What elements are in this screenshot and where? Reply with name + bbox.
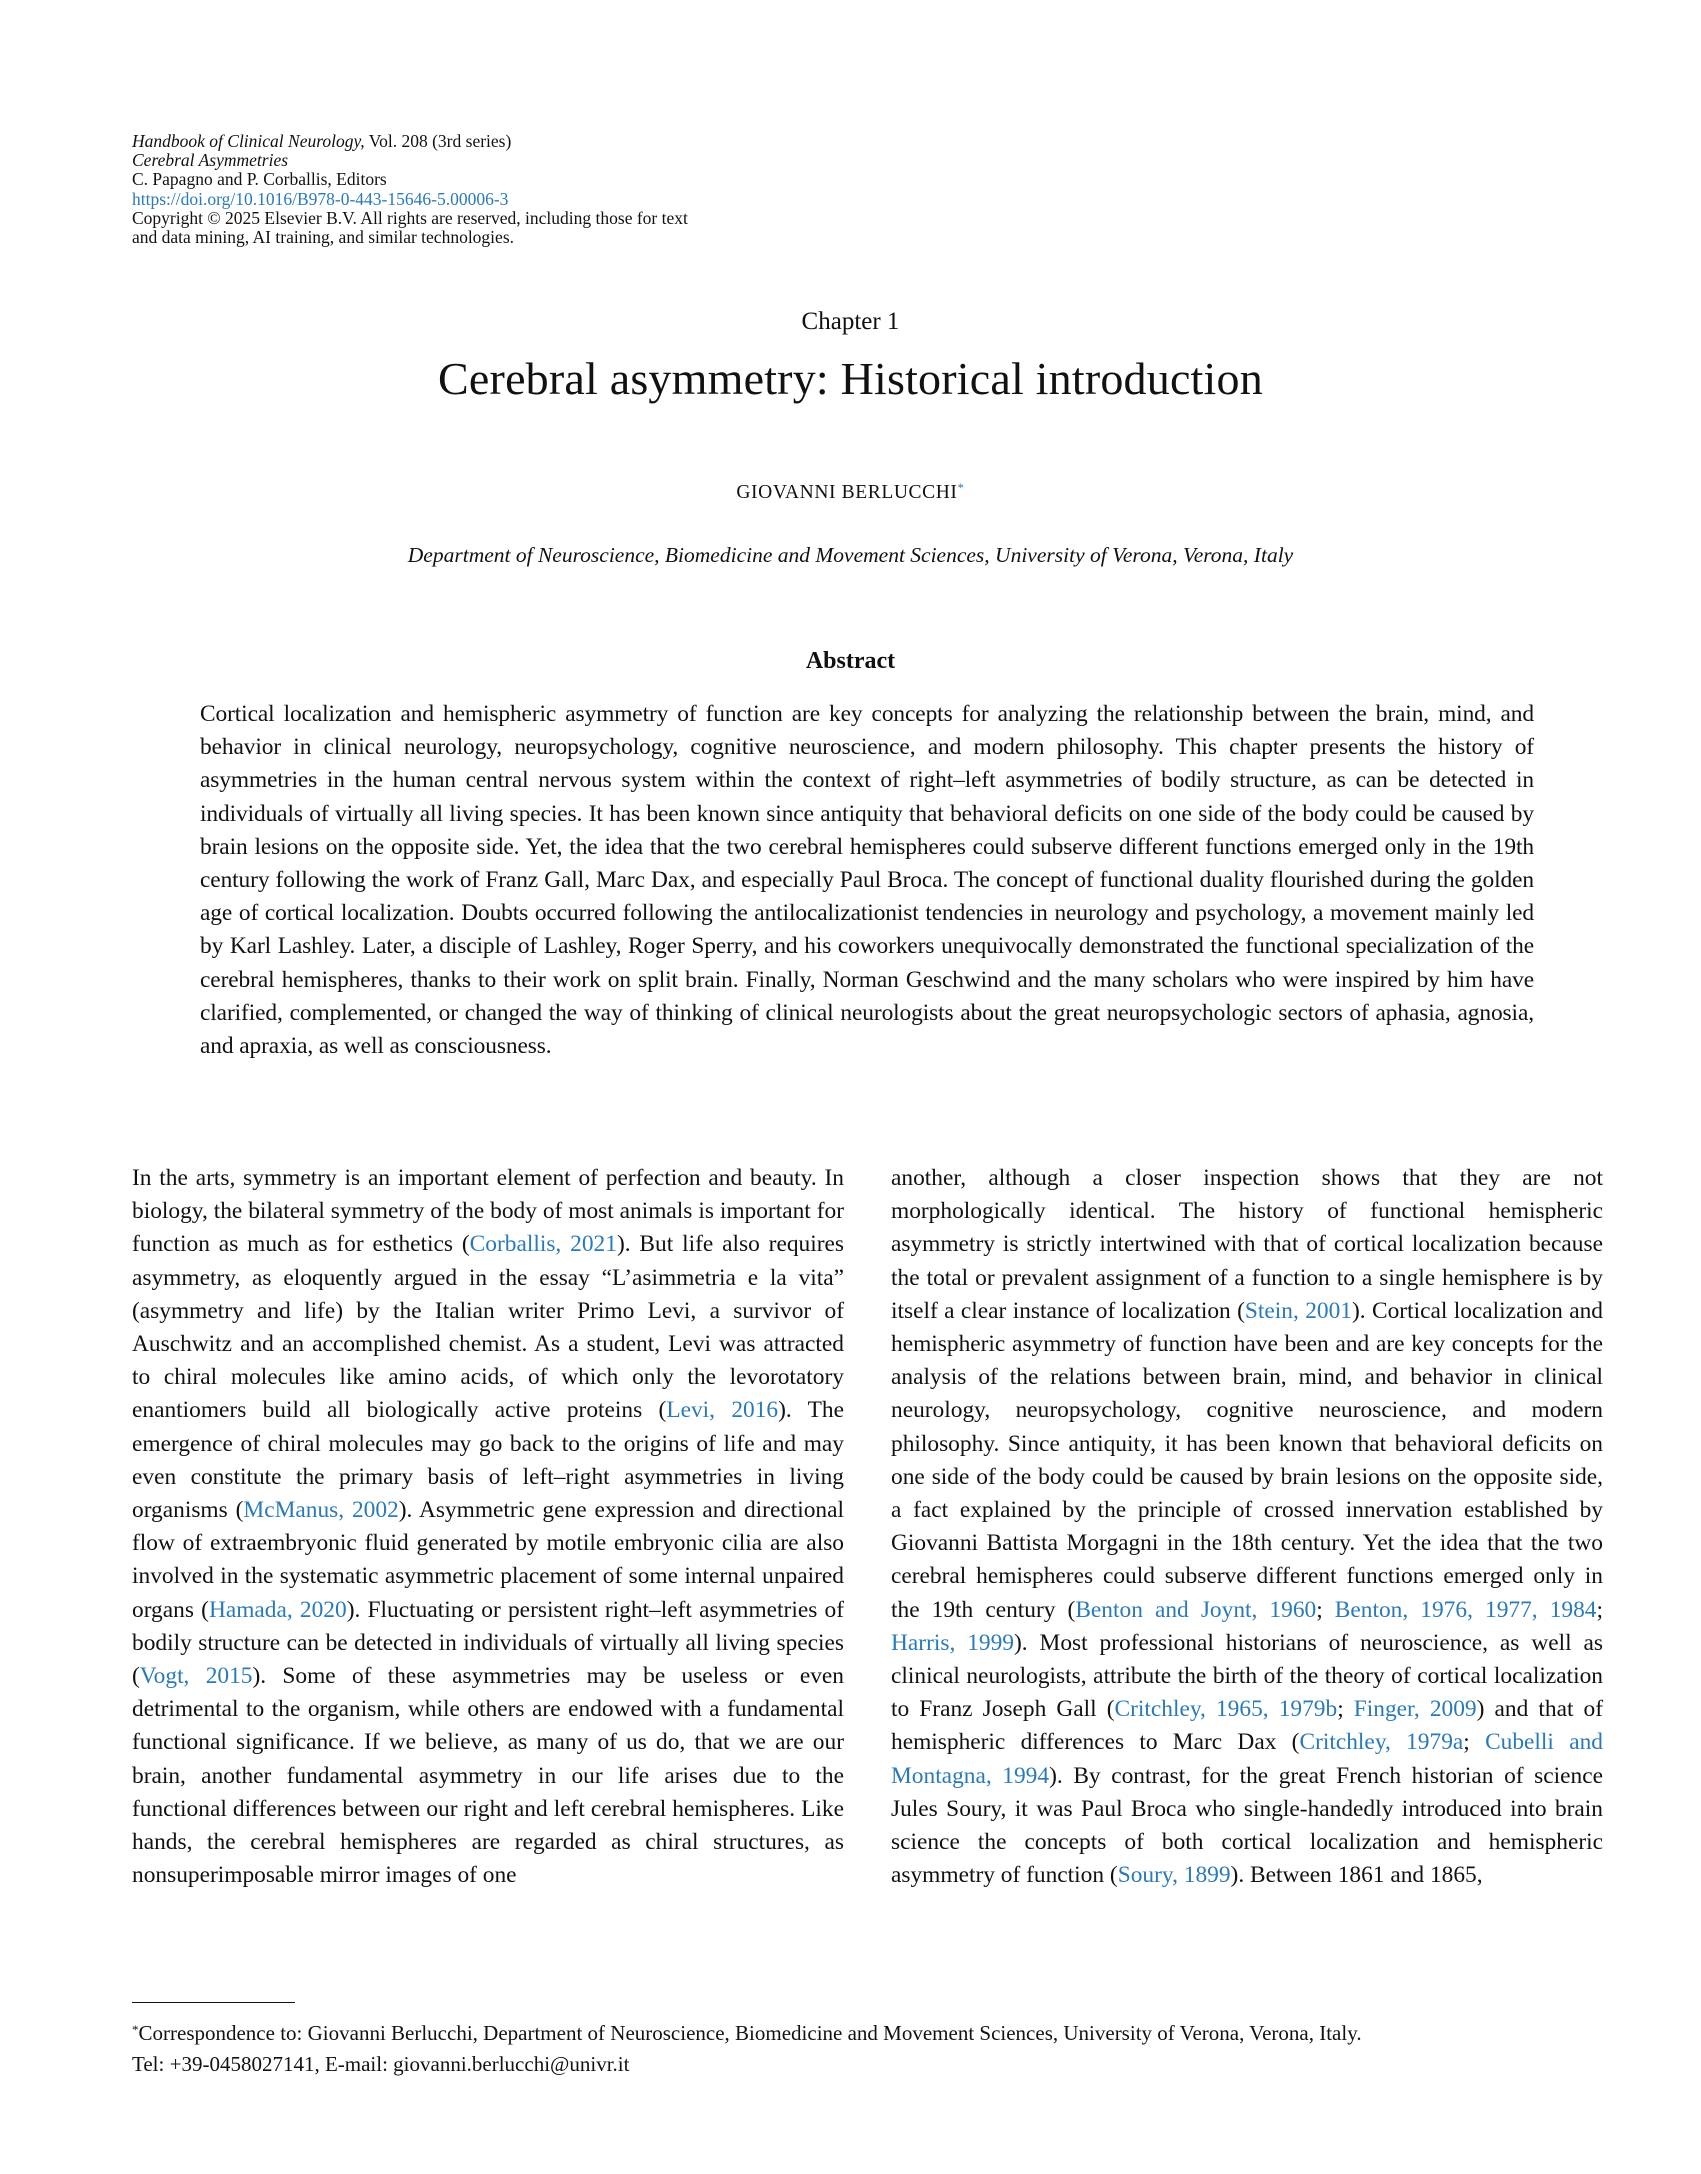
- correspondence-footnote: [132, 2014, 1602, 2080]
- body-text: ;: [1316, 1596, 1335, 1623]
- body-text: ). Most professional historians of neuroscience, as well as clinical neurologists, attribute the birth of the theory of cortical localization to Franz Joseph Gall (: [891, 1629, 1603, 1723]
- body-text: ;: [1463, 1729, 1486, 1756]
- body-text: In the arts, symmetry is an important element of perfection and beauty. In biology, the bilateral symmetry of the body of most animals is important for function as much as for esthetics (: [132, 1165, 844, 1258]
- citation-link[interactable]: Corballis, 2021: [469, 1231, 617, 1258]
- body-text: ). Some of these asymmetries may be useless or even detrimental to the organism, while others are endowed with a fundamental functional significance. If we believe, as many of us do, that we are our brain, another fundamental asymmetry in our life arises due to the functional differences between our right and left cerebral hemispheres. Like hands, the cerebral hemispheres are regarded as chiral structures, as nonsuperimposable mirror images of one: [132, 1663, 844, 1889]
- footnote-divider: [132, 2002, 295, 2003]
- abstract-heading: Abstract: [805, 648, 896, 674]
- citation-link[interactable]: Vogt, 2015: [139, 1663, 253, 1690]
- footnote-line-2: Tel: +39-0458027141, E-mail: giovanni.berlucchi@univr.it: [132, 2052, 630, 2076]
- copyright-line-2: and data mining, AI training, and similar technologies.: [132, 227, 515, 248]
- doi-link[interactable]: https://doi.org/10.1016/B978-0-443-15646-5.00006-3: [132, 188, 509, 209]
- citation-link[interactable]: Harris, 1999: [891, 1629, 1014, 1656]
- footnote-mark: *: [132, 2022, 139, 2037]
- body-text: ). Fluctuating or persistent right–left asymmetries of bodily structure can be detected in individuals of virtually all living species (: [132, 1596, 844, 1690]
- citation-link[interactable]: Critchley, 1979a: [1299, 1729, 1464, 1756]
- body-text: ). By contrast, for the great French historian of science Jules Soury, it was Paul Broca who single-handedly introduced into brain science the concepts of both cortical localization and hemispheric asymmetry of function (: [891, 1762, 1603, 1889]
- body-text: ;: [1337, 1696, 1354, 1723]
- chapter-title: Cerebral asymmetry: Historical introduction: [438, 353, 1263, 404]
- footnote-text: Correspondence to: Giovanni Berlucchi, Department of Neuroscience, Biomedicine and Movement Sciences, University of Verona, Verona, Italy.: [138, 2021, 1362, 2045]
- book-header: [132, 132, 852, 247]
- citation-link[interactable]: Critchley, 1965, 1979b: [1114, 1696, 1338, 1723]
- copyright-line-1: Copyright © 2025 Elsevier B.V. All rights are reserved, including those for text: [132, 207, 688, 228]
- volume: Vol. 208 (3rd series): [364, 131, 512, 151]
- citation-link[interactable]: McManus, 2002: [243, 1497, 399, 1524]
- author-footnote-mark[interactable]: *: [957, 480, 965, 495]
- author-line: [0, 480, 1701, 504]
- citation-link[interactable]: Hamada, 2020: [208, 1596, 347, 1623]
- author-name: GIOVANNI BERLUCCHI: [736, 482, 958, 503]
- body-text: ). Asymmetric gene expression and directional flow of extraembryonic fluid generated by motile embryonic cilia are also involved in the systematic asymmetric placement of some internal unpaired organs (: [132, 1497, 844, 1623]
- body-column-right: [891, 1162, 1603, 1892]
- citation-link[interactable]: Finger, 2009: [1353, 1696, 1477, 1723]
- abstract-text: Cortical localization and hemispheric asymmetry of function are key concepts for analyzing the relationship between the brain, mind, and behavior in clinical neurology, neuropsychology, cognitive neuroscience, and modern philosophy. This chapter presents the history of asymmetries in the human central nervous system within the context of right–left asymmetries of bodily structure, as can be detected in individuals of virtually all living species. It has been known since antiquity that behavioral deficits on one side of the body could be caused by brain lesions on the opposite side. Yet, the idea that the two cerebral hemispheres could subserve different functions emerged only in the 19th century following the work of Franz Gall, Marc Dax, and especially Paul Broca. The concept of functional duality flourished during the golden age of cortical localization. Doubts occurred following the antilocalizationist tendencies in neurology and psychology, a movement mainly led by Karl Lashley. Later, a disciple of Lashley, Roger Sperry, and his coworkers unequivocally demonstrated the functional specialization of the cerebral hemispheres, thanks to their work on split brain. Finally, Norman Geschwind and the many scholars who were inspired by him have clarified, complemented, or changed the way of thinking of clinical neurologists about the great neuropsychologic sectors of aphasia, agnosia, and apraxia, as well as consciousness.: [200, 701, 1534, 1060]
- body-column-left: [132, 1162, 844, 1892]
- citation-link[interactable]: Stein, 2001: [1244, 1297, 1352, 1324]
- body-text: ). Cortical localization and hemispheric asymmetry of function have been and are key concepts for the analysis of the relations between brain, mind, and behavior in clinical neurology, neuropsychology, cognitive neuroscience, and modern philosophy. Since antiquity, it has been known that behavioral deficits on one side of the body could be caused by brain lesions on the opposite side, a fact explained by the principle of crossed innervation established by Giovanni Battista Morgagni in the 18th century. Yet the idea that the two cerebral hemispheres could subserve different functions emerged only in the 19th century (: [891, 1297, 1603, 1623]
- citation-link[interactable]: Benton and Joynt, 1960: [1075, 1596, 1317, 1623]
- citation-link[interactable]: Soury, 1899: [1117, 1862, 1231, 1889]
- citation-link[interactable]: Benton, 1976, 1977, 1984: [1334, 1596, 1597, 1623]
- body-text: ;: [1596, 1596, 1603, 1623]
- body-text: ). Between 1861 and 1865,: [1230, 1862, 1483, 1889]
- book-subtitle: Cerebral Asymmetries: [132, 150, 289, 171]
- body-text: ) and that of hemispheric differences to Marc Dax (: [891, 1696, 1604, 1756]
- body-text: ). The emergence of chiral molecules may go back to the origins of life and may even constitute the primary basis of left–right asymmetries in living organisms (: [132, 1397, 844, 1524]
- chapter-label: Chapter 1: [801, 308, 900, 335]
- affiliation: Department of Neuroscience, Biomedicine and Movement Sciences, University of Verona, Verona, Italy: [407, 543, 1294, 567]
- editors: C. Papagno and P. Corballis, Editors: [132, 169, 387, 190]
- book-title-line: [132, 132, 852, 151]
- body-text: ). But life also requires asymmetry, as eloquently argued in the essay “L’asimmetria e la vita” (asymmetry and life) by the Italian writer Primo Levi, a survivor of Auschwitz and an accomplished chemist. As a student, Levi was attracted to chiral molecules like amino acids, of which only the levorotatory enantiomers build all biologically active proteins (: [132, 1231, 844, 1424]
- citation-link[interactable]: Levi, 2016: [666, 1397, 779, 1424]
- citation-link[interactable]: Cubelli and Montagna, 1994: [891, 1729, 1603, 1789]
- footnote-line-1: [132, 2014, 1602, 2049]
- body-text: another, although a closer inspection shows that they are not morphologically identical. The history of functional hemispheric asymmetry is strictly intertwined with that of cortical localization because the total or prevalent assignment of a function to a single hemisphere is by itself a clear instance of localization (: [891, 1165, 1603, 1324]
- book-title: Handbook of Clinical Neurology,: [132, 131, 365, 151]
